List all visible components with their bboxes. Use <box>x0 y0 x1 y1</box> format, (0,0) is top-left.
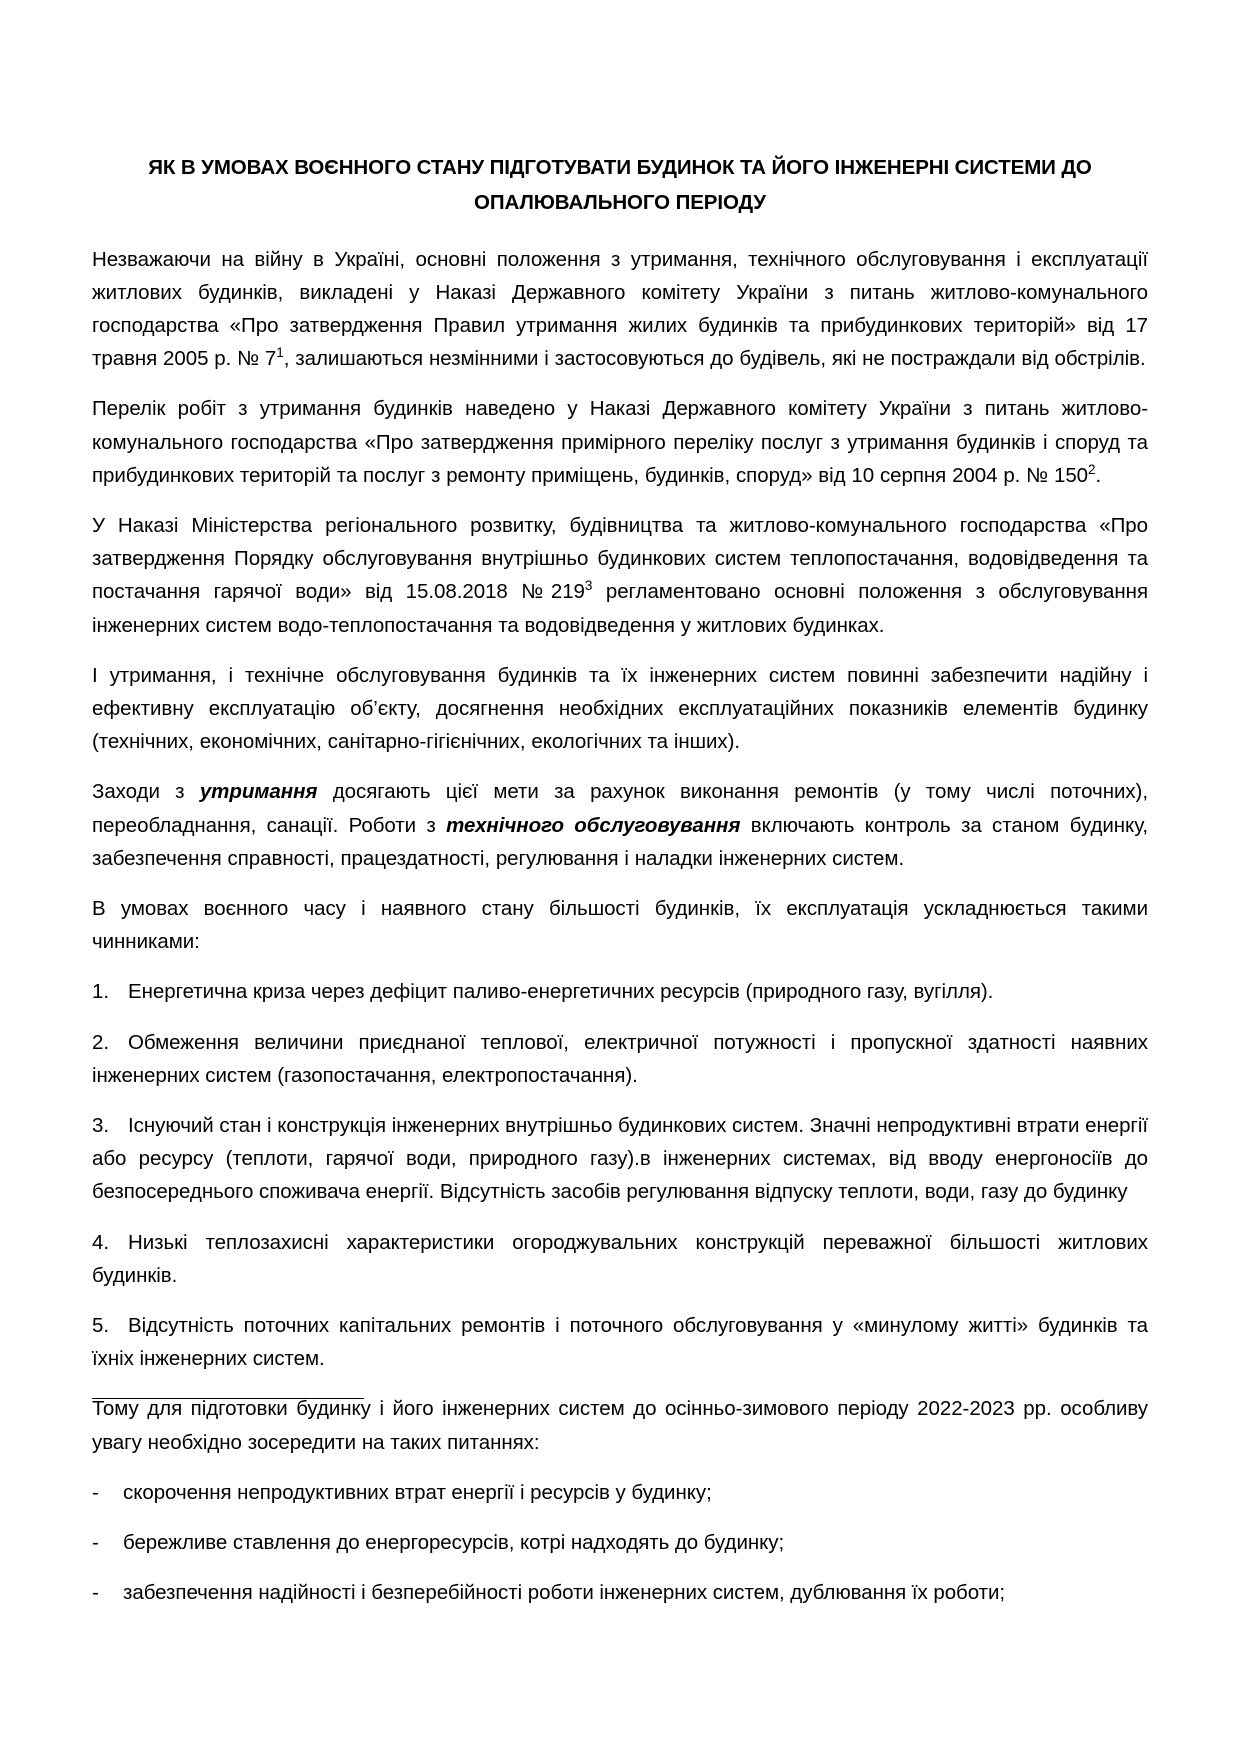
list-item-text: скорочення непродуктивних втрат енергії і ресурсів у будинку; <box>123 1480 712 1504</box>
list-item-text: бережливе ставлення до енергоресурсів, котрі надходять до будинку; <box>123 1531 785 1554</box>
page-title: ЯК В УМОВАХ ВОЄННОГО СТАНУ ПІДГОТУВАТИ БУДИНОК ТА ЙОГО ІНЖЕНЕРНІ СИСТЕМИ ДО ОПАЛЮВАЛЬНОГО ПЕРІОДУ <box>148 156 1092 215</box>
paragraph-text: Незважаючи на війну в Україні, основні положення з утримання, технічного обслуговування і експлуатації житлових будинків, викладені у Наказі Державного комітету України з питань житлово-комунального господарства «Про затвердження Правил утримання жилих будинків та прибудинкових територій» від 17 травня 2005 р. № 7 <box>92 247 1148 371</box>
list-item-text: Відсутність поточних капітальних ремонтів і поточного обслуговування у «минулому житті» будинків та їхніх інженерних систем. <box>92 1313 1148 1371</box>
list-item <box>92 1109 1148 1209</box>
paragraph-text-cont: , залишаються незмінними і застосовуються до будівель, які не постраждали від обстрілів. <box>283 347 1146 371</box>
footnote-separator <box>92 1398 364 1399</box>
list-item <box>92 1576 1148 1609</box>
list-marker: 2. <box>92 1030 109 1054</box>
list-item-text: Низькі теплозахисні характеристики огороджувальних конструкцій переважної більшості житлових будинків. <box>92 1230 1148 1287</box>
paragraph-text: У Наказі Міністерства регіонального розвитку, будівництва та житлово-комунального господарства «Про затвердження Порядку обслуговування внутрішньо будинкових систем теплопостачання, водовідведення та постачання гарячої води» від 15.08.2018 №219 <box>92 513 1148 604</box>
paragraph-order-219 <box>92 509 1148 642</box>
list-item <box>92 1026 1148 1092</box>
paragraph-closing: Тому для підготовки будинку і його інженерних систем до осінньо-зимового періоду 2022-2023 рр. особливу увагу необхідно зосередити на таких питаннях: <box>92 1397 1148 1454</box>
list-marker: 1. <box>92 980 109 1004</box>
footnote-marker-1: 1 <box>276 345 284 361</box>
paragraph-text: Заходи з <box>92 780 200 804</box>
paragraph-text-end: включають контроль за станом будинку, забезпечення справності, працездатності, регулювання і наладки інженерних систем. <box>92 813 1148 870</box>
list-marker: 3. <box>92 1113 109 1137</box>
footnote-marker-3: 3 <box>584 578 593 594</box>
paragraph-text-cont: досягають цієї мети за рахунок виконання ремонтів (у тому числі поточних), переобладнання, санації. Роботи з <box>92 780 1148 837</box>
list-item-text: забезпечення надійності і безперебійності роботи інженерних систем, дублювання їх роботи; <box>123 1581 1006 1605</box>
list-item <box>92 1526 1148 1559</box>
list-item <box>92 975 1148 1008</box>
list-item <box>92 1309 1148 1375</box>
paragraph-works-list <box>92 392 1148 492</box>
footnote-marker-2: 2 <box>1088 461 1096 477</box>
list-item <box>92 1226 1148 1292</box>
list-marker: - <box>92 1480 99 1504</box>
emphasis-utrymannia: утримання <box>199 780 318 804</box>
paragraph-wartime-factors-intro <box>92 892 1148 958</box>
list-item-text: Обмеження величини приєднаної теплової, електричної потужності і пропускної здатності наявних інженерних систем (газопостачання, електропостачання). <box>92 1030 1148 1087</box>
paragraph-text: Перелік робіт з утримання будинків наведено у Наказі Державного комітету України з питань житлово-комунального господарства «Про затвердження примірного переліку послуг з утримання будинків і споруд та прибудинкових територій та послуг з ремонту приміщень, будинків, споруд» від 10 серпня 2004 р. № 150 <box>92 397 1148 487</box>
list-marker: - <box>92 1531 99 1554</box>
paragraph-text: І утримання, і технічне обслуговування будинків та їх інженерних систем повинні забезпечити надійну і ефективну експлуатацію об’єкту, досягнення необхідних експлуатаційних показників елементів будинку (технічних, економічних, санітарно-гігієнічних, екологічних та інших). <box>92 663 1148 754</box>
paragraph-measures <box>92 775 1148 875</box>
list-marker: - <box>92 1581 99 1605</box>
paragraph-text-cont: . <box>1095 463 1102 487</box>
paragraph-text: В умовах воєнного часу і наявного стану більшості будинків, їх експлуатація ускладнюється такими чинниками: <box>92 896 1148 954</box>
paragraph-text-cont: регламентовано основні положення з обслуговування інженерних систем водо-теплопостачання та водовідведення у житлових будинках. <box>92 580 1149 637</box>
list-marker: 5. <box>92 1313 109 1337</box>
emphasis-tech-service: технічного обслуговування <box>446 813 741 837</box>
paragraph-intro-legislation <box>92 243 1148 376</box>
list-marker: 4. <box>92 1230 109 1254</box>
list-item-text: Енергетична криза через дефіцит паливо-енергетичних ресурсів (природного газу, вугілля). <box>128 980 994 1004</box>
list-item-text: Існуючий стан і конструкція інженерних внутрішньо будинкових систем. Значні непродуктивні втрати енергії або ресурсу (теплоти, гарячої води, природного газу).в інженерних системах, від вводу енергоносіїв до безпосереднього споживача енергії. Відсутність засобів регулювання відпуску теплоти, води, газу до будинку <box>92 1113 1148 1204</box>
list-item <box>92 1476 1148 1509</box>
paragraph-maintenance-goals <box>92 659 1148 759</box>
